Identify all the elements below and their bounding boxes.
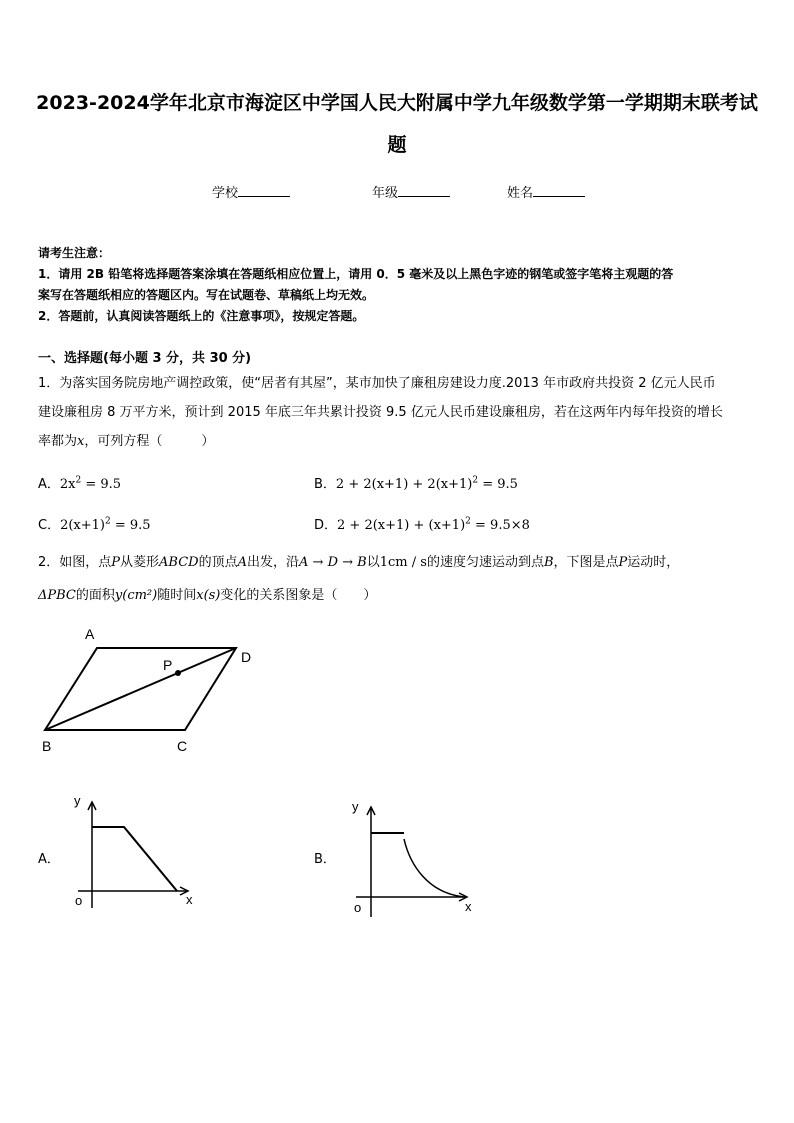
notice-heading: 请考生注意：	[38, 246, 111, 260]
grade-label: 年级	[372, 186, 399, 201]
graph-b-origin: o	[354, 900, 362, 915]
graph-a-origin: o	[75, 893, 83, 908]
label-a: A	[85, 626, 95, 642]
option-b	[314, 473, 518, 492]
notice-item-2: 2．答题前，认真阅读答题纸上的《注意事项》，按规定答题。	[38, 309, 365, 323]
graph-b-y-label: y	[352, 799, 359, 814]
question-2	[38, 546, 760, 612]
label-c: C	[177, 738, 188, 754]
option-a-label: A．	[38, 477, 60, 492]
graph-a-x-label: x	[186, 892, 193, 907]
graph-a-y-label: y	[74, 793, 81, 808]
graph-a-label: A．	[38, 852, 60, 867]
graph-a-curve	[92, 827, 177, 891]
option-d-label: D．	[314, 518, 338, 533]
page-title: 2023-2024学年北京市海淀区中学国人民大附属中学九年级数学第一学期期末联考试	[36, 92, 758, 114]
section-heading: 一、选择题(每小题 3 分，共 30 分)	[38, 351, 252, 366]
school-field	[212, 182, 290, 201]
grade-field	[372, 182, 450, 201]
notice-item-1: 1．请用 2B 铅笔将选择题答案涂填在答题纸相应位置上，请用 0．5 毫米及以上黑色字迹的钢笔或签字笔将主观题的答	[38, 267, 674, 281]
graph-b-x-label: x	[465, 899, 472, 914]
school-blank	[238, 184, 290, 197]
graph-a	[68, 790, 208, 920]
point-p	[175, 670, 181, 676]
graph-b-label: B．	[314, 852, 336, 867]
q1-text: 率都为	[38, 434, 78, 449]
option-d-expr: $2 + 2(x+1) + (x+1)^2 = 9.5\times 8$	[337, 516, 530, 533]
label-p: P	[163, 657, 173, 673]
q1-text-end: ，可列方程（ ）	[84, 434, 215, 449]
name-label: 姓名	[507, 186, 534, 201]
option-a	[38, 473, 121, 492]
option-c-expr: $2(x+1)^2 = 9.5$	[60, 516, 151, 533]
q1-line-3	[38, 427, 760, 456]
q2-line-1: 2．如图，点P从菱形ABCD的顶点A出发，沿A → D → B以1cm / s的速度匀速运动到点B，下图是点P运动时，	[38, 555, 680, 570]
page-title-continued: 题	[387, 134, 407, 156]
option-a-expr: $2x^2 = 9.5$	[59, 475, 122, 492]
name-blank	[533, 184, 585, 197]
label-d: D	[241, 649, 252, 665]
name-field	[507, 182, 585, 201]
option-b-label: B．	[314, 477, 336, 492]
option-c	[38, 514, 151, 533]
option-d	[314, 514, 530, 533]
q1-var-x: x	[77, 434, 85, 449]
grade-blank	[398, 184, 450, 197]
notice-block	[38, 243, 760, 327]
diagonal-bd	[45, 648, 236, 730]
label-b: B	[42, 738, 52, 754]
option-b-expr: $2 + 2(x+1) + 2(x+1)^2 = 9.5$	[335, 475, 518, 492]
q1-line-1: 1．为落实国务院房地产调控政策，使“居者有其屋”，某市加快了廉租房建设力度.2013 年市政府共投资 2 亿元人民币	[38, 376, 716, 391]
question-1	[38, 369, 760, 456]
option-c-label: C．	[38, 518, 61, 533]
rhombus-figure	[30, 620, 270, 760]
notice-item-1-cont: 案写在答题纸相应的答题区内。写在试题卷、草稿纸上均无效。	[38, 288, 375, 302]
graph-b	[346, 795, 486, 925]
school-label: 学校	[212, 186, 239, 201]
graph-b-curve	[404, 839, 464, 897]
q2-line-2: ΔPBC的面积y(cm²)随时间x(s)变化的关系图象是（ ）	[38, 588, 377, 603]
q1-line-2: 建设廉租房 8 万平方米，预计到 2015 年底三年共累计投资 9.5 亿元人民币建设廉租房，若在这两年内每年投资的增长	[38, 405, 723, 420]
